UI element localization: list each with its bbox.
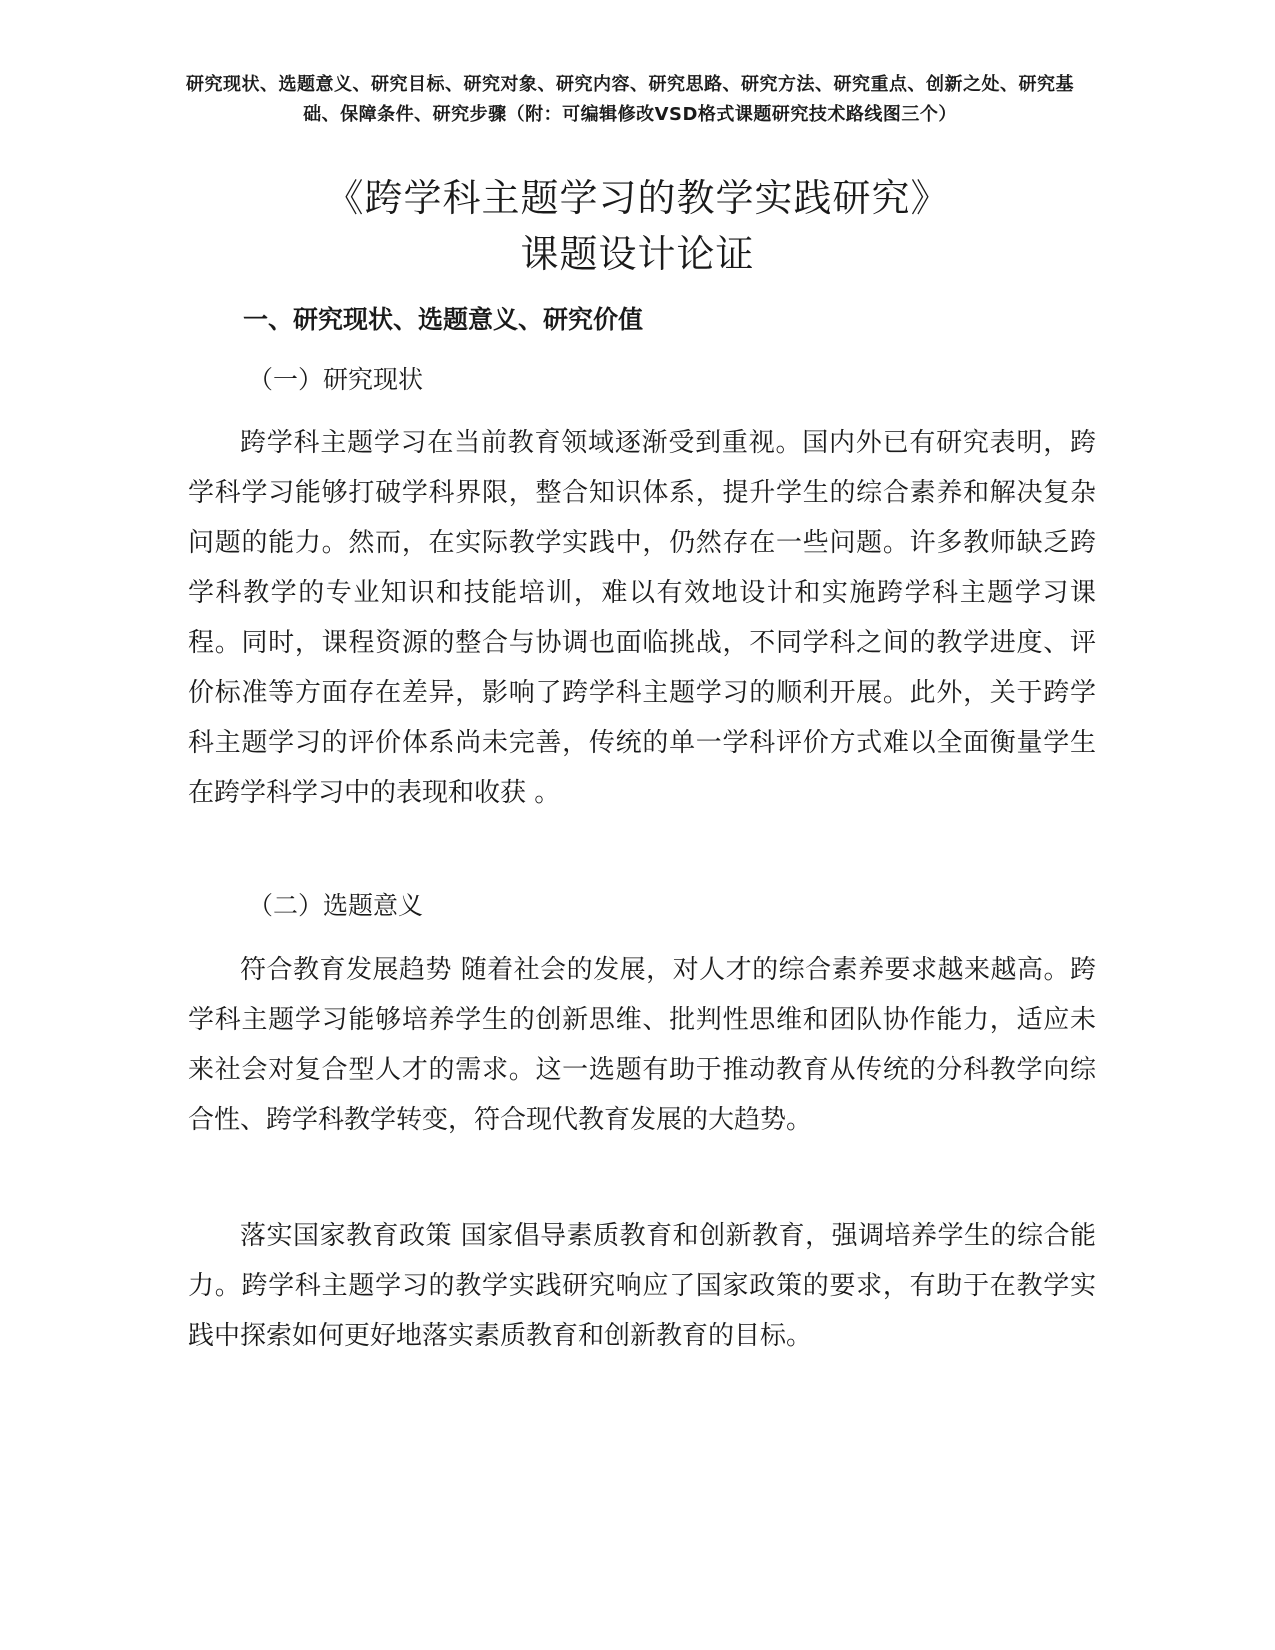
paragraph-national-policy: 落实国家教育政策 国家倡导素质教育和创新教育，强调培养学生的综合能力。跨学科主题学习的教学实践研究响应了国家政策的要求，有助于在教学实践中探索如何更好地落实素质教育和创新教育的目标。 xyxy=(188,1221,1096,1351)
paragraph-research-status: 跨学科主题学习在当前教育领域逐渐受到重视。国内外已有研究表明，跨学科学习能够打破学科界限，整合知识体系，提升学生的综合素养和解决复杂问题的能力。然而，在实际教学实践中，仍然存在一些问题。许多教师缺乏跨学科教学的专业知识和技能培训，难以有效地设计和实施跨学科主题学习课程。同时，课程资源的整合与协调也面临挑战，不同学科之间的教学进度、评价标准等方面存在差异，影响了跨学科主题学习的顺利开展。此外，关于跨学科主题学习的评价体系尚未完善，传统的单一学科评价方式难以全面衡量学生在跨学科学习中的表现和收获 。 xyxy=(188,428,1096,808)
paragraph-education-trend: 符合教育发展趋势 随着社会的发展，对人才的综合素养要求越来越高。跨学科主题学习能够培养学生的创新思维、批判性思维和团队协作能力，适应未来社会对复合型人才的需求。这一选题有助于推动教育从传统的分科教学向综合性、跨学科教学转变，符合现代教育发展的大趋势。 xyxy=(188,955,1096,1135)
section-heading-1: 一、研究现状、选题意义、研究价值 xyxy=(243,305,644,334)
title-line-1: 《跨学科主题学习的教学实践研究》 xyxy=(325,176,950,220)
document-title xyxy=(180,170,1095,282)
header-note: 研究现状、选题意义、研究目标、研究对象、研究内容、研究思路、研究方法、研究重点、创新之处、研究基础、保障条件、研究步骤（附：可编辑修改VSD格式课题研究技术路线图三个） xyxy=(186,74,1074,125)
subheading-research-status: （一）研究现状 xyxy=(248,365,424,394)
title-line-2: 课题设计论证 xyxy=(520,232,755,276)
subheading-topic-significance: （二）选题意义 xyxy=(248,891,424,920)
